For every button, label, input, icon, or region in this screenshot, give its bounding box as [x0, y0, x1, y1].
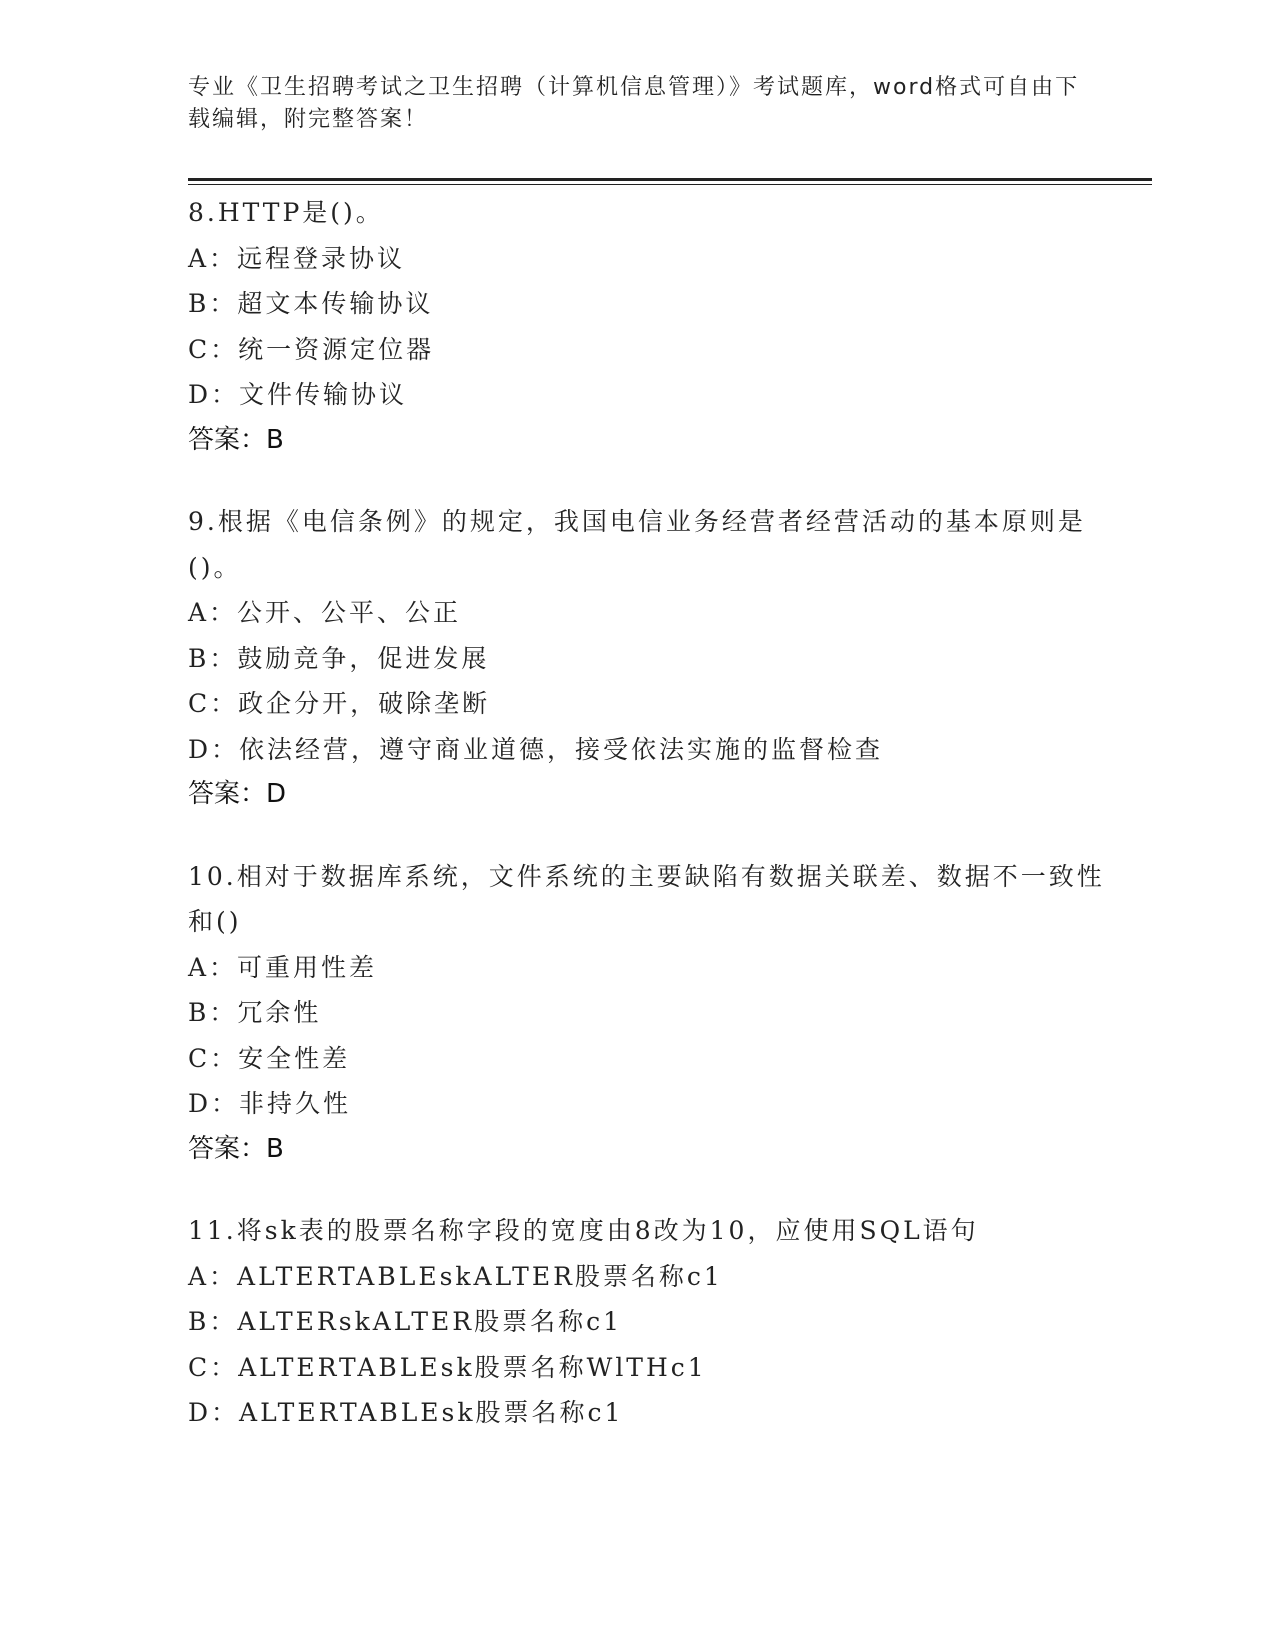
option-d: D：ALTERTABLEsk股票名称c1	[188, 1398, 624, 1427]
question-list	[188, 190, 1128, 1472]
option-c: C：政企分开，破除垄断	[188, 689, 491, 718]
answer-label: 答案：B	[188, 1133, 284, 1164]
answer-label: 答案：D	[188, 779, 287, 809]
option-b: B：ALTERskALTER股票名称c1	[188, 1307, 622, 1336]
option-b: B：冗余性	[188, 998, 322, 1027]
option-a: A：可重用性差	[188, 952, 378, 982]
question-11	[188, 1208, 1128, 1436]
answer-label: 答案：B	[188, 424, 284, 455]
option-b: B：超文本传输协议	[188, 289, 434, 318]
option-a: A：远程登录协议	[188, 243, 406, 273]
option-a: A：公开、公平、公正	[188, 598, 462, 627]
question-stem: 9.根据《电信条例》的规定，我国电信业务经营者经营活动的基本原则是()。	[188, 507, 1086, 582]
question-10	[188, 854, 1128, 1173]
option-d: D：文件传输协议	[188, 380, 408, 409]
option-d: D：依法经营，遵守商业道德，接受依法实施的监督检查	[188, 734, 884, 764]
header-text: 专业《卫生招聘考试之卫生招聘（计算机信息管理）》考试题库，word格式可自由下载编辑，附完整答案！	[188, 75, 1080, 132]
question-stem: 10.相对于数据库系统，文件系统的主要缺陷有数据关联差、数据不一致性和()	[188, 861, 1105, 936]
option-a: A：ALTERTABLEskALTER股票名称c1	[188, 1261, 723, 1291]
option-b: B：鼓励竞争，促进发展	[188, 643, 490, 673]
question-9	[188, 499, 1128, 818]
option-c: C：ALTERTABLEsk股票名称WlTHc1	[188, 1352, 707, 1382]
document-header	[188, 72, 1088, 136]
header-divider-thick	[188, 178, 1152, 181]
option-c: C：统一资源定位器	[188, 334, 435, 364]
option-c: C：安全性差	[188, 1043, 351, 1073]
question-stem: 11.将sk表的股票名称字段的宽度由8改为10，应使用SQL语句	[188, 1216, 979, 1245]
question-stem: 8.HTTP是()。	[188, 198, 384, 227]
question-8	[188, 190, 1128, 463]
option-d: D：非持久性	[188, 1089, 352, 1118]
header-divider-thin	[188, 184, 1152, 185]
